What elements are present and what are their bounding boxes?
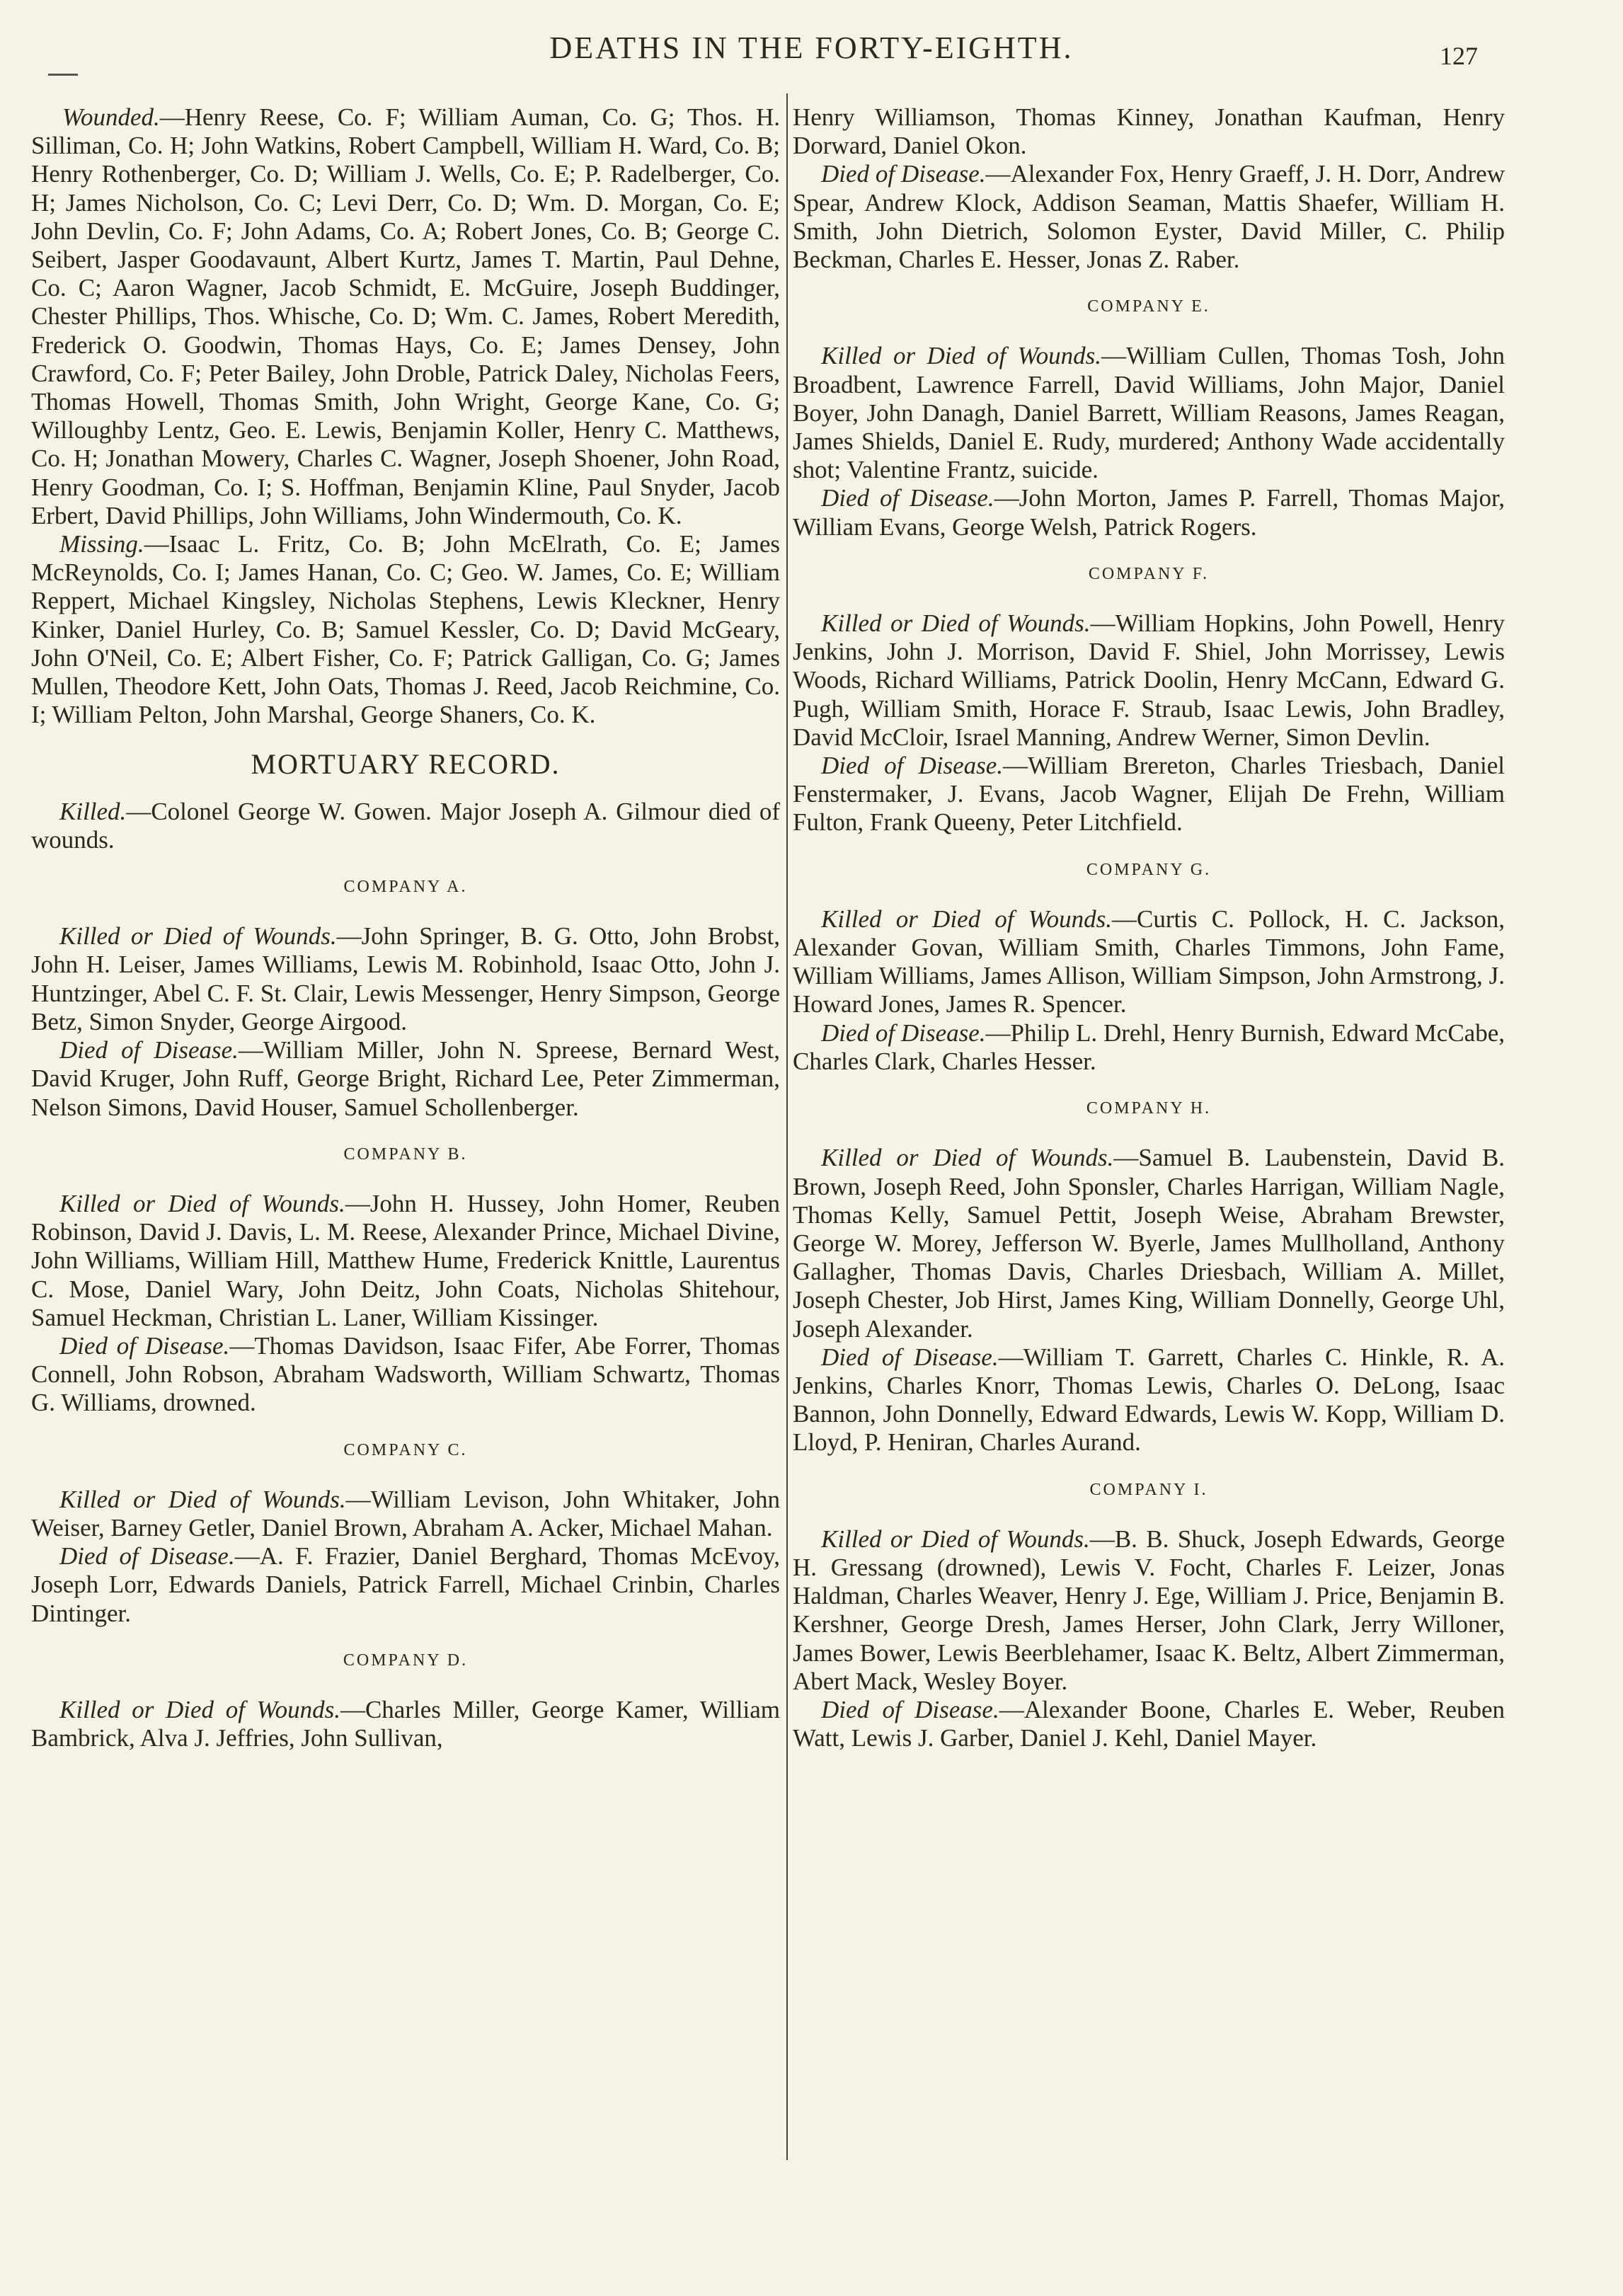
killed-names: —John H. Hussey, John Homer, Reuben Robinson, David J. Davis, L. M. Reese, Alexander Prince, Michael Divine, John Williams, William Hill, Matthew Hume, Frederick Knittle, Laurentus C. Mose, Daniel Wary, John Deitz, John Coats, Nicholas Shitehour, Samuel Heckman, Christian L. Laner, William Kissinger. (31, 1189, 781, 1331)
disease-names: —A. F. Frazier, Daniel Berghard, Thomas McEvoy, Joseph Lorr, Edwards Daniels, Patrick Farrell, Michael Crinbin, Charles Dintinger. (31, 1542, 780, 1627)
killed-lead: Killed or Died of Wounds. (821, 905, 1113, 933)
company-b-heading: COMPANY B. (343, 1144, 468, 1164)
company-h-killed (793, 1144, 1505, 1343)
killed-lead: Killed or Died of Wounds. (821, 1144, 1114, 1172)
killed-lead: Killed or Died of Wounds. (59, 1485, 346, 1513)
company-a-killed (31, 922, 780, 1036)
disease-names: —Alexander Fox, Henry Graeff, J. H. Dorr, Andrew Spear, Andrew Klock, Addison Seaman, Mattis Shaefer, William H. Smith, John Dietrich, Solomon Eyster, David Miller, C. Philip Beckman, Charles E. Hesser, Jonas Z. Raber. (793, 160, 1505, 274)
killed-lead: Killed or Died of Wounds. (821, 609, 1091, 638)
killed-names: —B. B. Shuck, Joseph Edwards, George H. Gressang (drowned), Lewis V. Focht, Charles F. Leizer, Jonas Haldman, Charles Weaver, Henry J. Ege, William J. Price, Benjamin B. Kershner, George Dresh, James Herser, John Clark, Jerry Willoner, James Bower, Lewis Beerblehamer, Isaac K. Beltz, Albert Zimmerman, Abert Mack, Wesley Boyer. (793, 1525, 1505, 1695)
disease-lead: Died of Disease. (59, 1036, 239, 1064)
killed-lead: Killed or Died of Wounds. (59, 922, 337, 951)
disease-lead: Died of Disease. (59, 1331, 230, 1360)
mortuary-record-heading: MORTUARY RECORD. (251, 748, 561, 781)
killed-lead: Killed or Died of Wounds. (821, 1525, 1090, 1553)
disease-names: —William Miller, John N. Spreese, Bernard West, David Kruger, John Ruff, George Bright, Richard Lee, Peter Zimmerman, Nelson Simons, David Houser, Samuel Schollenberger. (31, 1036, 780, 1121)
company-c-heading: COMPANY C. (343, 1440, 468, 1459)
disease-names: —John Morton, James P. Farrell, Thomas Major, William Evans, George Welsh, Patrick Rogers. (793, 484, 1505, 541)
missing-lead: Missing. (59, 530, 144, 558)
company-d-heading: COMPANY D. (343, 1651, 469, 1670)
killed-names: —John Springer, B. G. Otto, John Brobst, John H. Leiser, James Williams, Lewis M. Robinhold, Isaac Otto, John J. Huntzinger, Abel C. F. St. Clair, Lewis Messenger, Henry Simpson, George Betz, Simon Snyder, George Airgood. (31, 922, 780, 1035)
company-e-heading: COMPANY E. (1087, 297, 1210, 316)
company-f-killed (793, 609, 1505, 752)
killed-lead: Killed or Died of Wounds. (821, 342, 1101, 370)
company-d-killed-continued: Henry Williamson, Thomas Kinney, Jonathan Kaufman, Henry Dorward, Daniel Okon. (793, 103, 1505, 160)
disease-lead: Died of Disease. (821, 1695, 999, 1723)
killed-names: —William Cullen, Thomas Tosh, John Broadbent, Lawrence Farrell, David Williams, John Major, Daniel Boyer, John Danagh, Daniel Barrett, William Reasons, James Reagan, James Shields, Daniel E. Rudy, murdered; Anthony Wade accidentally shot; Valentine Frantz, suicide. (793, 342, 1505, 484)
killed-lead: Killed or Died of Wounds. (59, 1189, 345, 1217)
company-g-disease (793, 1019, 1505, 1076)
company-c-killed (31, 1486, 780, 1542)
running-header: DEATHS IN THE FORTY-EIGHTH. (549, 30, 1074, 65)
killed-paragraph (31, 798, 780, 854)
company-h-disease (793, 1343, 1505, 1457)
company-b-disease (31, 1332, 780, 1418)
wounded-lead: Wounded. (62, 103, 160, 131)
column-divider (786, 93, 788, 2160)
margin-mark (48, 74, 78, 76)
company-i-killed (793, 1525, 1505, 1696)
disease-lead: Died of Disease. (821, 752, 1004, 780)
killed-text: —Colonel George W. Gowen. Major Joseph A. Gilmour died of wounds. (31, 797, 780, 854)
company-c-disease (31, 1542, 780, 1628)
disease-names: —Alexander Boone, Charles E. Weber, Reuben Watt, Lewis J. Garber, Daniel J. Kehl, Daniel Mayer. (793, 1695, 1505, 1752)
left-column (31, 103, 780, 1752)
company-g-heading: COMPANY G. (1086, 860, 1212, 879)
company-g-killed (793, 905, 1505, 1019)
company-b-killed (31, 1190, 780, 1332)
disease-lead: Died of Disease. (821, 484, 994, 512)
disease-lead: Died of Disease. (821, 160, 986, 188)
disease-lead: Died of Disease. (821, 1343, 999, 1371)
killed-names: —William Hopkins, John Powell, Henry Jenkins, John J. Morrison, David F. Shiel, John Morrissey, Lewis Woods, Richard Williams, Patrick Doolin, Henry McCann, Edward G. Pugh, William Smith, Horace F. Straub, Isaac Lewis, John Bradley, David McCloir, Israel Manning, Andrew Werner, Simon Devlin. (793, 609, 1505, 751)
killed-names: —Curtis C. Pollock, H. C. Jackson, Alexander Govan, William Smith, Charles Timmons, John Fame, William Williams, James Allison, William Simpson, John Armstrong, J. Howard Jones, James R. Spencer. (793, 905, 1506, 1018)
company-e-disease (793, 484, 1505, 541)
missing-text: —Isaac L. Fritz, Co. B; John McElrath, Co. E; James McReynolds, Co. I; James Hanan, Co. C; Geo. W. James, Co. E; William Reppert, Michael Kingsley, Nicholas Stephens, Lewis Kleckner, Henry Kinker, Daniel Hurley, Co. B; Samuel Kessler, Co. D; David McGeary, John O'Neil, Co. E; Albert Fisher, Co. F; Patrick Galligan, Co. G; James Mullen, Theodore Kett, John Oats, Thomas J. Reed, Jacob Reichmine, Co. I; William Pelton, John Marshal, George Shaners, Co. K. (31, 530, 780, 729)
company-f-disease (793, 752, 1505, 837)
company-a-disease (31, 1036, 780, 1122)
wounded-text: —Henry Reese, Co. F; William Auman, Co. G; Thos. H. Silliman, Co. H; John Watkins, Robert Campbell, William H. Ward, Co. B; Henry Rothenberger, Co. D; William J. Wells, Co. E; P. Radelberger, Co. H; James Nicholson, Co. C; Levi Derr, Co. D; Wm. D. Morgan, Co. E; John Devlin, Co. F; John Adams, Co. A; Robert Jones, Co. B; George C. Seibert, Jasper Goodavaunt, Albert Kurtz, James T. Martin, Paul Dehne, Co. C; Aaron Wagner, Jacob Schmidt, E. McGuire, Joseph Buddinger, Chester Phillips, Thos. Whische, Co. D; Wm. C. James, Robert Meredith, Frederick O. Goodwin, Thomas Hays, Co. E; James Densey, John Crawford, Co. F; Peter Bailey, John Droble, Patrick Daley, Nicholas Feers, Thomas Howell, Thomas Smith, John Wright, George Kane, Co. G; Willoughby Lentz, Geo. E. Lewis, Benjamin Koller, Henry C. Matthews, Co. H; Jonathan Mowery, Charles C. Wagner, Joseph Shoener, John Road, Henry Goodman, Co. I; S. Hoffman, Benjamin Kline, Paul Snyder, Jacob Erbert, David Phillips, John Williams, John Windermouth, Co. K. (31, 103, 780, 529)
company-d-killed (31, 1696, 780, 1752)
right-column (793, 103, 1505, 1752)
disease-names: —William Brereton, Charles Triesbach, Daniel Fenstermaker, J. Evans, Jacob Wagner, Elijah De Frehn, William Fulton, Frank Queeny, Peter Litchfield. (793, 752, 1505, 837)
company-f-heading: COMPANY F. (1088, 564, 1210, 583)
page-number: 127 (1440, 42, 1478, 70)
company-i-disease (793, 1696, 1505, 1752)
missing-paragraph (31, 530, 780, 729)
disease-names: —Philip L. Drehl, Henry Burnish, Edward McCabe, Charles Clark, Charles Hesser. (793, 1018, 1505, 1075)
killed-names: —Samuel B. Laubenstein, David B. Brown, Joseph Reed, John Sponsler, Charles Harrigan, William Nagle, Thomas Kelly, Samuel Pettit, Joseph Weise, Abraham Brewster, George W. Morey, Jefferson W. Byerle, James Mullholland, Anthony Gallagher, Thomas Davis, Charles Driesbach, William A. Millet, Joseph Chester, Job Hirst, James King, William Donnelly, George Uhl, Joseph Alexander. (793, 1144, 1506, 1343)
company-h-heading: COMPANY H. (1086, 1099, 1212, 1118)
company-d-disease (793, 160, 1505, 274)
killed-lead: Killed. (59, 797, 127, 825)
wounded-paragraph (31, 103, 780, 530)
killed-lead: Killed or Died of Wounds. (59, 1695, 340, 1723)
disease-lead: Died of Disease. (59, 1542, 235, 1571)
company-a-heading: COMPANY A. (343, 878, 468, 897)
disease-names: —Thomas Davidson, Isaac Fifer, Abe Forrer, Thomas Connell, John Robson, Abraham Wadsworth, William Schwartz, Thomas G. Williams, drowned. (31, 1331, 781, 1417)
company-i-heading: COMPANY I. (1089, 1480, 1208, 1499)
killed-names: —Charles Miller, George Kamer, William Bambrick, Alva J. Jeffries, John Sullivan, (31, 1695, 780, 1752)
disease-lead: Died of Disease. (821, 1018, 986, 1047)
disease-names: —William T. Garrett, Charles C. Hinkle, R. A. Jenkins, Charles Knorr, Thomas Lewis, Charles O. DeLong, Isaac Bannon, John Donnelly, Edward Edwards, Lewis W. Kopp, William D. Lloyd, P. Heniran, Charles Aurand. (793, 1343, 1506, 1457)
killed-names: —William Levison, John Whitaker, John Weiser, Barney Getler, Daniel Brown, Abraham A. Acker, Michael Mahan. (31, 1485, 780, 1542)
company-e-killed (793, 342, 1505, 484)
